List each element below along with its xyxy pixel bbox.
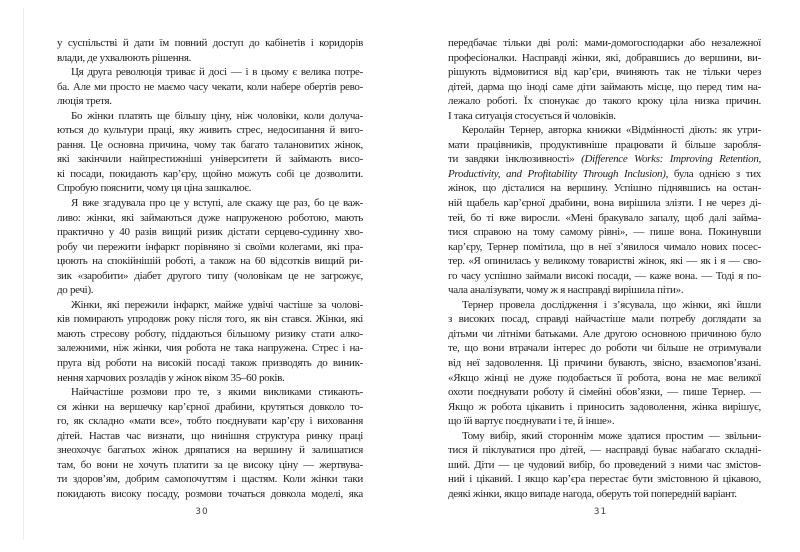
text-line: кар’єру, Тернер помітила, що в неї з’явилося чимало нових посес- (448, 240, 761, 253)
text-line: ків помирають упродовж року після того, як він стався. Жінки, які (57, 313, 363, 326)
text-line: рання. Це основна причина, чому так багато талановитих жінок, (57, 138, 363, 151)
italic-text-segment: Productivity, and Profitability Through Inclusion) (448, 167, 666, 180)
text-line: практично у 40 разів вищий ризик дістати серцево-судинну хво- (57, 226, 363, 239)
text-line: Бо жінки платять ще більшу ціну, ніж чоловіки, коли долуча- (71, 109, 363, 122)
text-line: «Якщо жінці не дуже подобається її робота, вона не має великої (448, 371, 761, 384)
text-line: ливо: жінки, які займаються дуже напруженою роботою, мають (57, 211, 363, 224)
text-line: І така ситуація стосується й чоловіків. (448, 109, 616, 122)
text-line: Жінки, які пережили інфаркт, майже удвічі частіше за чолові- (71, 298, 363, 311)
text-line: від неї задоволення. Ці причини бувають, звісно, взаємопов’язані. (448, 357, 761, 370)
text-line: до речі). (57, 284, 94, 297)
text-line: те, що вони втрачали інтерес до роботи чи більше не отримували (448, 342, 761, 355)
text-line: Я вже згадувала про це у вступі, але скажу ще раз, бо це важ- (71, 197, 363, 210)
text-line: Якщо ж робота цікавить і приносить задоволення, жінка вирішує, (448, 400, 761, 413)
text-line: охоти поєднувати роботу й сімейні обов’язки, — пише Тернер. — (448, 386, 761, 399)
text-line: там, бо вони не хочуть платити за це високу ціну — жертвува- (57, 458, 363, 471)
text-line: пруга від роботи на високій посаді також призводять до виник- (57, 357, 363, 370)
text-line: тер. «Я опинилась у великому товаристві жінок, які — як і я — сво- (448, 255, 761, 268)
text-line: професіоналки. Насправді жінки, які, добравшись до вершини, ви- (448, 51, 761, 64)
text-line: залежними, ніж жінки, чия робота не така напружена. Стрес і на- (57, 342, 363, 355)
text-line: зик «заробити» діабет другого типу (чоловікам це не загрожує, (57, 269, 363, 282)
text-line: Спробую пояснити, чому ця ціна зашкалює. (57, 182, 252, 195)
text-line: рішують відмовитися від кар’єри, вчиняють так не тільки через (448, 66, 761, 79)
text-line: лежало роботі. Їх спонукає до такого кроку ціла низка причин. (448, 95, 761, 108)
text-line: мають стресову роботу, піддаються більшому ризику стати алко- (57, 327, 363, 340)
text-line: ший. Діти — це чудовий вибір, бо проведений з ними час змістов- (448, 458, 761, 471)
text-line: го, як складно «мати все», тобто поєднувати кар’єру і виховання (57, 415, 363, 428)
text-line: Ця друга революція триває й досі — і в цьому є велика потре- (71, 66, 363, 79)
text-line: ній щабель кар’єрної драбини, вона вирішила злізти. І не через ді- (448, 197, 761, 210)
text-line: дітей, дарма що іноді саме діти займають місце, що перед тим на- (448, 80, 761, 93)
page-stack-edge (23, 8, 24, 540)
text-line: влади, де ухвалюють рішення. (57, 51, 192, 64)
text-line: люція третя. (57, 95, 112, 108)
text-line: цюють на спокійнішій роботі, а також на 60 відсотків вищий ри- (57, 255, 363, 268)
text-line: знеохочує багатьох жінок дряпатися на вершину й залишатися (57, 444, 363, 457)
text-segment: , була однією з тих (665, 167, 761, 180)
text-line (448, 152, 761, 167)
text-segment: ти завдяки інклюзивності» (448, 153, 582, 166)
italic-text-segment: (Difference Works: Improving Retention, (581, 153, 761, 166)
text-line: що їй вартує поєднувати і те, й інше». (448, 415, 615, 428)
text-line: дітьми чи літніми батьками. Але другою основною причиною було (448, 327, 761, 340)
text-line: жінок, що дісталися на вершину. Успішно піднявшись на остан- (448, 182, 761, 195)
text-line: тися справою на тому самому рівні», — пише вона. Покинувши (448, 226, 761, 239)
text-line: Керолайн Тернер, авторка книжки «Відмінності діють: як утри- (462, 124, 761, 137)
text-line: ються до культури праці, яку живить стрес, недосипання й виго- (57, 124, 363, 137)
text-line: кі посади, покидають кар’єру, щойно можуть собі це дозволити. (57, 167, 363, 180)
text-line: ба. Але ми просто не маємо часу чекати, коли набере обертів рево- (57, 80, 363, 93)
text-line: робу чи пережити інфаркт порівняно зі своїми колегами, які пра- (57, 240, 363, 253)
text-line: ся жінки на вершечку кар’єрної драбини, крутяться довколо то- (57, 400, 363, 413)
page-number-right: 31 (593, 507, 608, 517)
text-line: деякі жінки, якщо випаде нагода, оберуть той попередній варіант. (448, 487, 737, 500)
text-line: ний і цікавий. І якщо кар’єра перестає бути змістовною й цікавою, (448, 473, 761, 486)
page-number-left: 30 (195, 507, 209, 517)
page-left-text (57, 36, 363, 502)
text-line: мати працівників, продуктивніше працювати й більше заробля- (448, 138, 761, 151)
text-line: які закінчили найпрестижніші університети й займають висо- (57, 153, 363, 166)
text-line: Тому вибір, який стороннім може здатися простим — звільни- (462, 429, 761, 442)
text-line: нення харчових розладів у жінок віком 35–60 років. (57, 371, 285, 384)
page-right-text (448, 36, 761, 502)
text-line: ти здоров’ям, добрим самопочуттям і щастям. Коли жінки таки (57, 473, 363, 486)
text-line: Найчастіше розмови про те, з якими викликами стикають- (71, 386, 363, 399)
text-line: тися й піклуватися про дітей, — насправді буває набагато складні- (448, 444, 761, 457)
text-line: передбачає тільки дві ролі: мами-домогосподарки або незалежної (448, 37, 761, 49)
text-line: дітей. Настав час визнати, що нинішня структура ринку праці (57, 429, 363, 442)
text-line: покидають високу посаду, розмови точаться довкола моделі, яка (57, 487, 363, 500)
text-line: чала аналізувати, чому ж я насправді вирішила піти». (448, 284, 684, 297)
text-line: Тернер провела дослідження і з’ясувала, що жінки, які йшли (462, 298, 761, 311)
text-line: го часу успішно займали високі посади, — каже вона. — Тоді я по- (448, 269, 761, 282)
text-line: з високих посад, справді найчастіше мали потребу доглядати за (448, 313, 761, 326)
text-line: тей, бо ті вже виросли. «Мені бракувало запалу, щоб далі займа- (448, 211, 761, 224)
text-line: у суспільстві й дати їм повний доступ до кабінетів і коридорів (57, 37, 363, 49)
text-line (448, 167, 761, 182)
